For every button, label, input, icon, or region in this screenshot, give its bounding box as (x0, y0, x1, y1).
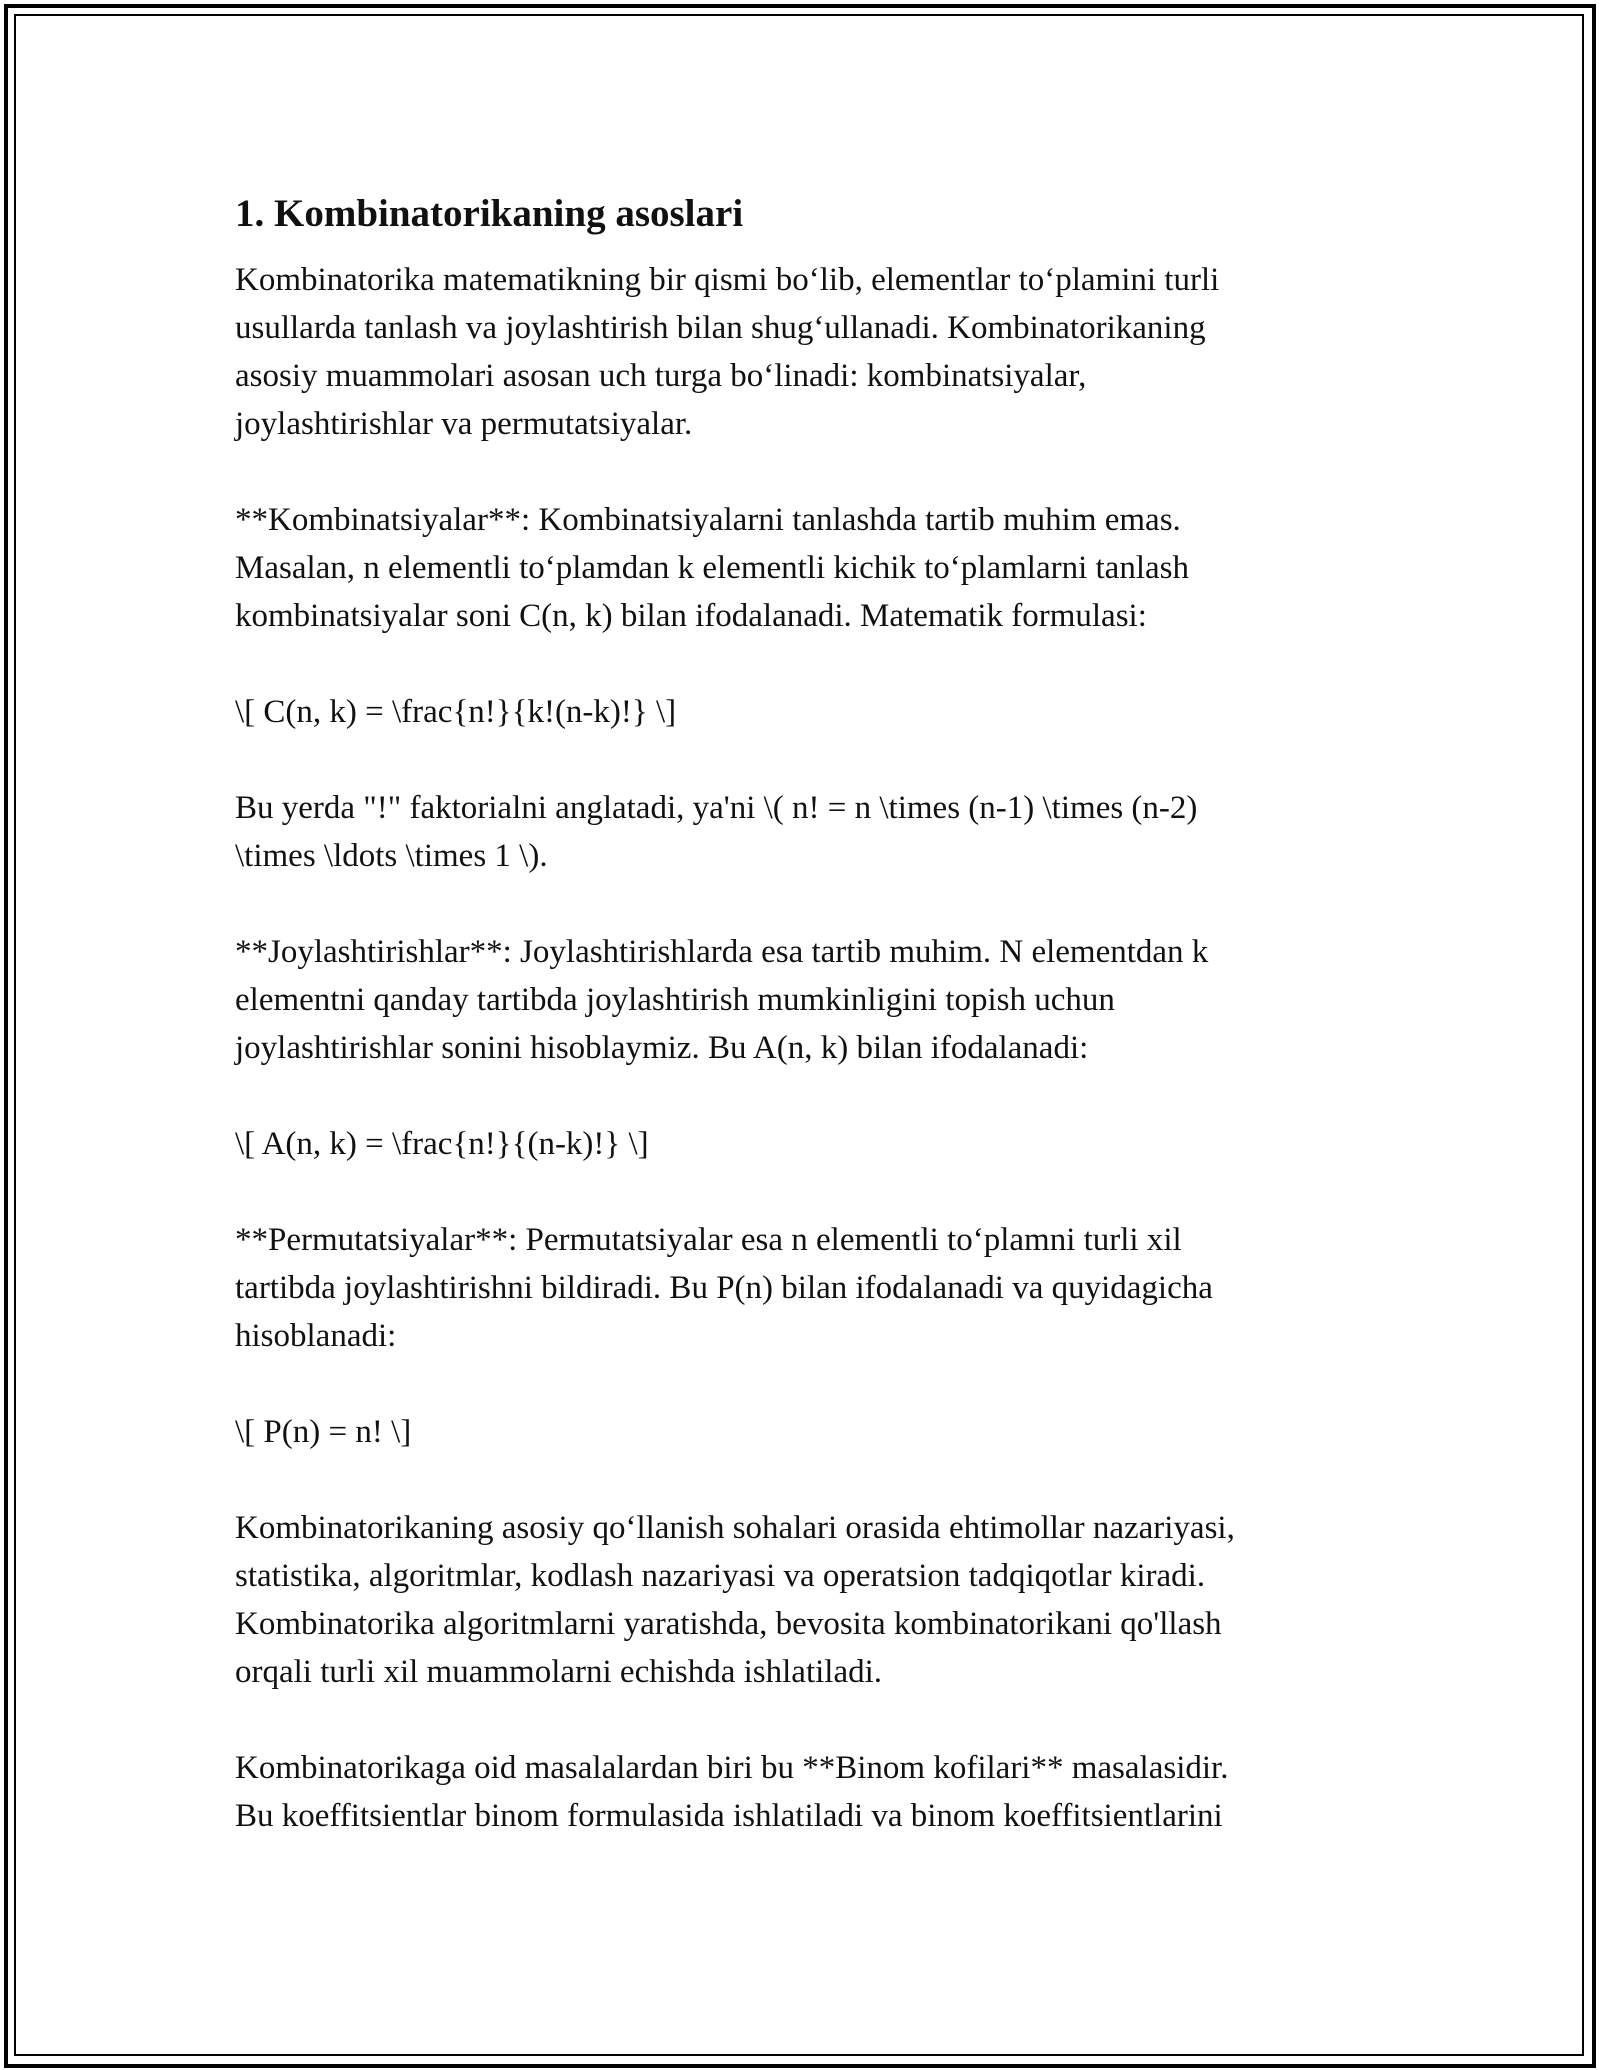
paragraph-factorial: Bu yerda "!" faktorialni anglatadi, ya'ni \( n! = n \times (n-1) \times (n-2) \times \ldots \times 1 \). (235, 790, 1198, 874)
paragraph-combinations: **Kombinatsiyalar**: Kombinatsiyalarni tanlashda tartib muhim emas. Masalan, n elementli to‘plamdan k elementli kichik to‘plamlarni tanlash kombinatsiyalar soni C(n, k) bilan ifodalanadi. Matematik formulasi: (235, 502, 1189, 634)
section-title: 1. Kombinatorikaning asoslari (235, 192, 744, 235)
paragraph-applications: Kombinatorikaning asosiy qo‘llanish sohalari orasida ehtimollar nazariyasi, statistika, algoritmlar, kodlash nazariyasi va operatsion tadqiqotlar kiradi. Kombinatorika algoritmlarni yaratishda, bevosita kombinatorikani qo'llash orqali turli xil muammolarni echishda ishlatiladi. (235, 1510, 1235, 1690)
document-body (235, 188, 1385, 1840)
paragraph-binomial: Kombinatorikaga oid masalalardan biri bu **Binom kofilari** masalasidir. Bu koeffitsientlar binom formulasida ishlatiladi va binom koeffitsientlarini (235, 1750, 1229, 1834)
formula-permutations: \[ P(n) = n! \] (235, 1414, 412, 1450)
formula-combinations: \[ C(n, k) = \frac{n!}{k!(n-k)!} \] (235, 694, 677, 730)
paragraph-intro: Kombinatorika matematikning bir qismi bo‘lib, elementlar to‘plamini turli usullarda tanlash va joylashtirish bilan shug‘ullanadi. Kombinatorikaning asosiy muammolari asosan uch turga bo‘linadi: kombinatsiyalar, joylashtirishlar va permutatsiyalar. (235, 262, 1220, 442)
paragraph-arrangements: **Joylashtirishlar**: Joylashtirishlarda esa tartib muhim. N elementdan k elementni qanday tartibda joylashtirish mumkinligini topish uchun joylashtirishlar sonini hisoblaymiz. Bu A(n, k) bilan ifodalanadi: (235, 934, 1209, 1066)
paragraph-permutations: **Permutatsiyalar**: Permutatsiyalar esa n elementli to‘plamni turli xil tartibda joylashtirishni bildiradi. Bu P(n) bilan ifodalanadi va quyidagicha hisoblanadi: (235, 1222, 1213, 1354)
formula-arrangements: \[ A(n, k) = \frac{n!}{(n-k)!} \] (235, 1126, 649, 1162)
